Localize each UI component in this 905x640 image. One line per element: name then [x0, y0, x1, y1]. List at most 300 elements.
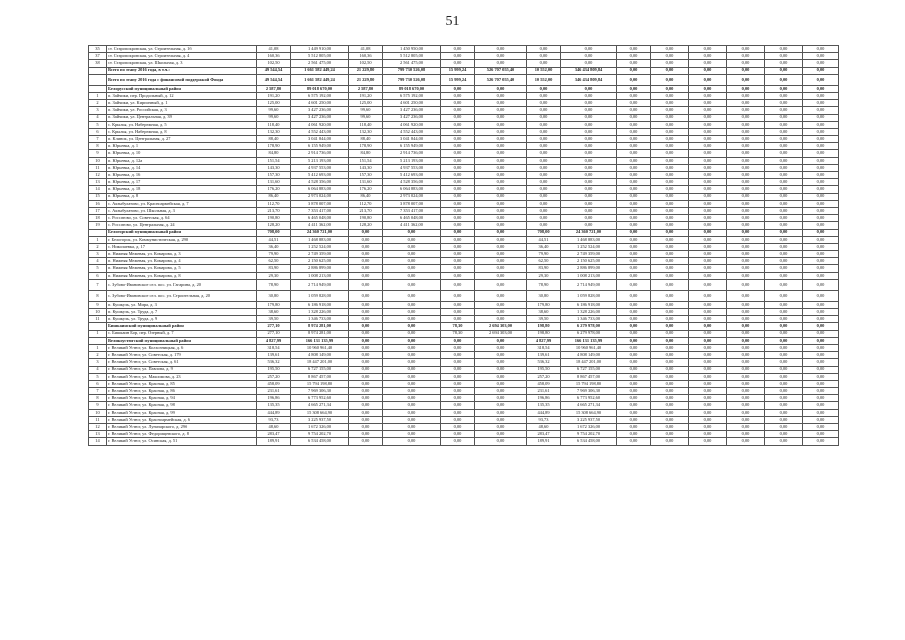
- value-cell: 0,00: [527, 164, 561, 171]
- value-cell: 0,00: [441, 279, 475, 290]
- value-cell: 0,00: [383, 409, 441, 416]
- address-cell: г. Великий Устюг, ул. Советская, д. 179: [107, 352, 257, 359]
- value-cell: 0,00: [803, 200, 839, 207]
- value-cell: 0,00: [475, 121, 527, 128]
- address-cell: Бишкаинский муниципальный район: [107, 323, 257, 330]
- row-number-cell: 16: [89, 200, 107, 207]
- value-cell: 1 468 883,00: [291, 236, 349, 243]
- value-cell: 0,00: [617, 431, 651, 438]
- value-cell: 0,00: [727, 229, 765, 236]
- table-row: [89, 236, 839, 243]
- value-cell: 0,00: [727, 424, 765, 431]
- value-cell: 0,00: [349, 258, 383, 265]
- value-cell: 0,00: [475, 373, 527, 380]
- value-cell: 0,00: [383, 395, 441, 402]
- value-cell: 189,91: [527, 438, 561, 445]
- value-cell: 3 225 937,50: [291, 416, 349, 423]
- address-cell: п. Клинок, ул. Центральная, д. 27: [107, 136, 257, 143]
- value-cell: 0,00: [803, 236, 839, 243]
- table-row: [89, 92, 839, 99]
- value-cell: 4 665 271,34: [561, 402, 617, 409]
- value-cell: 0,00: [765, 309, 803, 316]
- value-cell: 0,00: [349, 323, 383, 330]
- value-cell: 0,00: [689, 150, 727, 157]
- value-cell: 0,00: [441, 229, 475, 236]
- value-cell: 0,00: [803, 46, 839, 53]
- value-cell: 176,20: [349, 186, 383, 193]
- value-cell: 5 213 193,00: [291, 157, 349, 164]
- value-cell: 6 575 192,00: [383, 92, 441, 99]
- value-cell: 131,60: [349, 179, 383, 186]
- address-cell: п. Зайчики, пер. Продольный, д. 12: [107, 92, 257, 99]
- address-cell: г. Великий Устюг, ул. Колхозницкая, д. 6: [107, 344, 257, 351]
- value-cell: 0,00: [689, 251, 727, 258]
- value-cell: 1 661 582 449,24: [291, 74, 349, 85]
- value-cell: 0,00: [527, 200, 561, 207]
- table-row: [89, 409, 839, 416]
- value-cell: 196,86: [527, 395, 561, 402]
- value-cell: 128,20: [257, 222, 291, 229]
- address-cell: п. Юрьевка, д. 8: [107, 193, 257, 200]
- value-cell: 4 061 920,00: [291, 121, 349, 128]
- value-cell: 5 412 693,00: [291, 172, 349, 179]
- value-cell: 0,00: [617, 164, 651, 171]
- address-cell: Всего по этапу 2016 года, в т.ч.:: [107, 67, 257, 74]
- value-cell: 0,00: [689, 337, 727, 344]
- value-cell: 0,00: [765, 431, 803, 438]
- value-cell: 166 131 135,99: [561, 337, 617, 344]
- value-cell: 0,00: [765, 60, 803, 67]
- value-cell: 89 018 670,00: [291, 85, 349, 92]
- table-row: [89, 60, 839, 67]
- value-cell: 176,20: [257, 186, 291, 193]
- row-number-cell: 10: [89, 157, 107, 164]
- value-cell: 30,80: [257, 290, 291, 301]
- value-cell: 4 601 250,00: [383, 100, 441, 107]
- value-cell: 0,00: [617, 179, 651, 186]
- value-cell: 0,00: [441, 46, 475, 53]
- value-cell: 0,00: [349, 236, 383, 243]
- value-cell: 0,00: [651, 359, 689, 366]
- value-cell: 0,00: [475, 388, 527, 395]
- value-cell: 0,00: [651, 309, 689, 316]
- value-cell: 0,00: [441, 53, 475, 60]
- value-cell: 0,00: [441, 114, 475, 121]
- value-cell: 41,08: [257, 46, 291, 53]
- value-cell: 9 754 202,70: [291, 431, 349, 438]
- address-cell: п. Зайчики, ул. Центральная, д. 39: [107, 114, 257, 121]
- address-cell: п. Юрьевка, д. 18: [107, 186, 257, 193]
- value-cell: 257,20: [257, 373, 291, 380]
- value-cell: 0,00: [617, 236, 651, 243]
- table-row: [89, 395, 839, 402]
- value-cell: 0,00: [561, 179, 617, 186]
- value-cell: 0,00: [651, 107, 689, 114]
- value-cell: 0,00: [349, 380, 383, 387]
- value-cell: 0,00: [441, 215, 475, 222]
- value-cell: 0,00: [651, 92, 689, 99]
- value-cell: 179,80: [257, 301, 291, 308]
- value-cell: 0,00: [617, 323, 651, 330]
- value-cell: 166 131 135,99: [291, 337, 349, 344]
- address-cell: п. Кушкуль, ул. Труда, д. 7: [107, 309, 257, 316]
- value-cell: 0,00: [803, 402, 839, 409]
- value-cell: 0,00: [727, 100, 765, 107]
- value-cell: 0,00: [765, 67, 803, 74]
- value-cell: 131,60: [257, 179, 291, 186]
- value-cell: 0,00: [617, 100, 651, 107]
- value-cell: 118,40: [349, 121, 383, 128]
- value-cell: 0,00: [689, 193, 727, 200]
- value-cell: 0,00: [441, 366, 475, 373]
- value-cell: 195,50: [527, 366, 561, 373]
- table-row: [89, 128, 839, 135]
- value-cell: 0,00: [561, 53, 617, 60]
- value-cell: 0,00: [765, 373, 803, 380]
- value-cell: 30,80: [527, 290, 561, 301]
- table-row: [89, 366, 839, 373]
- value-cell: 2 914 736,00: [291, 150, 349, 157]
- address-cell: Великоустюгский муниципальный район: [107, 337, 257, 344]
- address-cell: с. Россатово, ул. Центральная, д. 24: [107, 222, 257, 229]
- value-cell: 83,90: [257, 265, 291, 272]
- value-cell: 0,00: [475, 380, 527, 387]
- value-cell: 0,00: [803, 164, 839, 171]
- address-cell: с. Бишкаин Бор, пер. Озерный, д. 7: [107, 330, 257, 337]
- row-number-cell: 1: [89, 236, 107, 243]
- value-cell: 0,00: [617, 207, 651, 214]
- value-cell: 83,90: [527, 265, 561, 272]
- value-cell: 0,00: [441, 388, 475, 395]
- value-cell: 0,00: [689, 431, 727, 438]
- value-cell: 143,30: [257, 164, 291, 171]
- value-cell: 0,00: [441, 222, 475, 229]
- value-cell: 318,54: [527, 344, 561, 351]
- value-cell: 0,00: [349, 229, 383, 236]
- address-cell: п. Юрьевка, д. 12а: [107, 157, 257, 164]
- value-cell: 0,00: [803, 207, 839, 214]
- value-cell: 0,00: [475, 344, 527, 351]
- value-cell: 0,00: [727, 53, 765, 60]
- value-cell: 190,80: [257, 215, 291, 222]
- value-cell: 0,00: [803, 359, 839, 366]
- value-cell: 0,00: [617, 85, 651, 92]
- value-cell: 1 661 582 449,24: [291, 67, 349, 74]
- value-cell: 0,00: [651, 186, 689, 193]
- value-cell: 0,00: [527, 222, 561, 229]
- value-cell: 0,00: [617, 172, 651, 179]
- value-cell: 0,00: [527, 143, 561, 150]
- value-cell: 0,00: [527, 46, 561, 53]
- value-cell: 0,00: [441, 157, 475, 164]
- value-cell: 0,00: [349, 431, 383, 438]
- row-number-cell: 19: [89, 222, 107, 229]
- value-cell: 0,00: [689, 236, 727, 243]
- value-cell: 0,00: [727, 200, 765, 207]
- table-row: [89, 316, 839, 323]
- value-cell: 0,00: [475, 309, 527, 316]
- value-cell: 0,00: [765, 402, 803, 409]
- value-cell: 179,80: [527, 301, 561, 308]
- value-cell: 0,00: [475, 92, 527, 99]
- value-cell: 0,00: [803, 380, 839, 387]
- value-cell: 0,00: [617, 265, 651, 272]
- value-cell: 24 360 721,00: [291, 229, 349, 236]
- table-row: [89, 179, 839, 186]
- value-cell: 0,00: [765, 290, 803, 301]
- value-cell: 0,00: [727, 272, 765, 279]
- value-cell: 0,00: [727, 150, 765, 157]
- value-cell: 0,00: [689, 143, 727, 150]
- value-cell: 0,00: [651, 344, 689, 351]
- value-cell: 0,00: [765, 330, 803, 337]
- value-cell: 49 544,54: [257, 67, 291, 74]
- value-cell: 0,00: [561, 121, 617, 128]
- value-cell: 0,00: [727, 251, 765, 258]
- value-cell: 0,00: [803, 193, 839, 200]
- table-row: [89, 121, 839, 128]
- address-cell: г. Великий Устюг, ул. Красная, д. 94: [107, 395, 257, 402]
- table-row: [89, 172, 839, 179]
- value-cell: 0,00: [349, 416, 383, 423]
- address-cell: Белорусский муниципальный район: [107, 85, 257, 92]
- value-cell: 277,10: [257, 323, 291, 330]
- value-cell: 0,00: [561, 193, 617, 200]
- value-cell: 0,00: [765, 200, 803, 207]
- value-cell: 0,00: [689, 157, 727, 164]
- row-number-cell: 11: [89, 416, 107, 423]
- value-cell: 0,00: [349, 359, 383, 366]
- value-cell: 198,80: [527, 323, 561, 330]
- value-cell: 0,00: [651, 53, 689, 60]
- table-row: [89, 431, 839, 438]
- value-cell: 0,00: [349, 337, 383, 344]
- value-cell: 191,20: [257, 92, 291, 99]
- value-cell: 0,00: [765, 388, 803, 395]
- value-cell: 0,00: [527, 60, 561, 67]
- row-number-cell: [89, 337, 107, 344]
- value-cell: 2 973 024,00: [291, 193, 349, 200]
- value-cell: 139,61: [527, 352, 561, 359]
- value-cell: 0,00: [651, 290, 689, 301]
- value-cell: 0,00: [475, 359, 527, 366]
- value-cell: 0,00: [689, 92, 727, 99]
- value-cell: 0,00: [475, 172, 527, 179]
- value-cell: 157,30: [349, 172, 383, 179]
- value-cell: 0,00: [689, 416, 727, 423]
- value-cell: 78,30: [441, 323, 475, 330]
- value-cell: 132,30: [257, 128, 291, 135]
- value-cell: 0,00: [727, 309, 765, 316]
- value-cell: 0,00: [727, 290, 765, 301]
- value-cell: 0,00: [441, 107, 475, 114]
- value-cell: 0,00: [651, 193, 689, 200]
- value-cell: 0,00: [527, 107, 561, 114]
- value-cell: 0,00: [349, 330, 383, 337]
- value-cell: 0,00: [765, 323, 803, 330]
- value-cell: 0,00: [561, 157, 617, 164]
- address-cell: п. Кушкуль, ул. Труда, д. 9: [107, 316, 257, 323]
- address-cell: п. Юрьевка, д. 10: [107, 150, 257, 157]
- value-cell: 0,00: [689, 229, 727, 236]
- value-cell: 0,00: [689, 359, 727, 366]
- value-cell: 88,40: [257, 136, 291, 143]
- value-cell: 0,00: [527, 92, 561, 99]
- value-cell: 0,00: [475, 60, 527, 67]
- value-cell: 21 229,80: [349, 67, 383, 74]
- value-cell: 6 064 883,00: [291, 186, 349, 193]
- value-cell: 0,00: [651, 143, 689, 150]
- value-cell: 0,00: [617, 309, 651, 316]
- value-cell: 0,00: [441, 431, 475, 438]
- row-number-cell: 1: [89, 344, 107, 351]
- row-number-cell: 2: [89, 100, 107, 107]
- value-cell: 0,00: [689, 215, 727, 222]
- value-cell: 0,00: [689, 136, 727, 143]
- value-cell: 0,00: [475, 431, 527, 438]
- value-cell: 15 308 664,90: [291, 409, 349, 416]
- value-cell: 0,00: [651, 373, 689, 380]
- address-cell: г. Великий Устюг, ул. Красная, д. 85: [107, 380, 257, 387]
- value-cell: 0,00: [475, 186, 527, 193]
- value-cell: 1 059 828,00: [291, 290, 349, 301]
- value-cell: 160,36: [257, 53, 291, 60]
- value-cell: 0,00: [527, 85, 561, 92]
- value-cell: 0,00: [383, 290, 441, 301]
- value-cell: 0,00: [803, 67, 839, 74]
- value-cell: 0,00: [727, 316, 765, 323]
- value-cell: 0,00: [441, 258, 475, 265]
- value-cell: 2 714 949,00: [561, 279, 617, 290]
- value-cell: 0,00: [651, 85, 689, 92]
- value-cell: 0,00: [349, 395, 383, 402]
- value-cell: 0,00: [617, 157, 651, 164]
- value-cell: 48,60: [527, 424, 561, 431]
- value-cell: 0,00: [617, 74, 651, 85]
- value-cell: 0,00: [689, 74, 727, 85]
- row-number-cell: 15: [89, 193, 107, 200]
- value-cell: 799 730 526,08: [383, 67, 441, 74]
- value-cell: 0,00: [475, 279, 527, 290]
- value-cell: 0,00: [561, 107, 617, 114]
- value-cell: 0,00: [617, 60, 651, 67]
- value-cell: 0,00: [441, 85, 475, 92]
- value-cell: 0,00: [561, 136, 617, 143]
- value-cell: 0,00: [803, 150, 839, 157]
- value-cell: 15 999,24: [441, 67, 475, 74]
- value-cell: 257,20: [527, 373, 561, 380]
- value-cell: 0,00: [689, 114, 727, 121]
- value-cell: 160,36: [349, 53, 383, 60]
- value-cell: 0,00: [765, 424, 803, 431]
- value-cell: 0,00: [727, 74, 765, 85]
- value-cell: 0,00: [527, 186, 561, 193]
- value-cell: 0,00: [727, 352, 765, 359]
- value-cell: 1 672 326,00: [561, 424, 617, 431]
- value-cell: 0,00: [617, 136, 651, 143]
- value-cell: 6 279 978,00: [561, 323, 617, 330]
- value-cell: 0,00: [689, 373, 727, 380]
- value-cell: 1 346 733,00: [291, 316, 349, 323]
- value-cell: 231,61: [527, 388, 561, 395]
- value-cell: 0,00: [383, 258, 441, 265]
- value-cell: 0,00: [651, 215, 689, 222]
- value-cell: 0,00: [441, 186, 475, 193]
- value-cell: 0,00: [561, 200, 617, 207]
- value-cell: 88,40: [349, 136, 383, 143]
- address-cell: п. Юрьевка, д. 1: [107, 143, 257, 150]
- value-cell: 0,00: [727, 402, 765, 409]
- value-cell: 0,00: [727, 85, 765, 92]
- value-cell: 0,00: [441, 207, 475, 214]
- value-cell: 0,00: [803, 438, 839, 445]
- address-cell: п. Нижняя Межевая, ул. Комарова, д. 3: [107, 251, 257, 258]
- value-cell: 0,00: [441, 236, 475, 243]
- value-cell: 0,00: [765, 265, 803, 272]
- value-cell: 0,00: [765, 143, 803, 150]
- value-cell: 0,00: [475, 215, 527, 222]
- value-cell: 0,00: [727, 380, 765, 387]
- value-cell: 0,00: [765, 258, 803, 265]
- value-cell: 0,00: [475, 136, 527, 143]
- value-cell: 1 468 883,00: [561, 236, 617, 243]
- value-cell: 0,00: [651, 74, 689, 85]
- value-cell: 458,09: [527, 380, 561, 387]
- value-cell: 0,00: [617, 128, 651, 135]
- value-cell: 0,00: [475, 424, 527, 431]
- table-row: [89, 114, 839, 121]
- table-row: [89, 352, 839, 359]
- value-cell: 0,00: [803, 179, 839, 186]
- address-cell: ст. Старопокровская, ул. Строительная, д. 1б: [107, 46, 257, 53]
- value-cell: 0,00: [617, 388, 651, 395]
- value-cell: 38,60: [257, 309, 291, 316]
- value-cell: 0,00: [527, 172, 561, 179]
- row-number-cell: 1: [89, 92, 107, 99]
- value-cell: 9 754 202,70: [561, 431, 617, 438]
- value-cell: 0,00: [475, 272, 527, 279]
- value-cell: 213,70: [257, 207, 291, 214]
- value-cell: 0,00: [765, 352, 803, 359]
- value-cell: 0,00: [617, 92, 651, 99]
- value-cell: 0,00: [441, 359, 475, 366]
- value-cell: 0,00: [441, 200, 475, 207]
- value-cell: 6 534 458,00: [561, 438, 617, 445]
- address-cell: Белогорский муниципальный район: [107, 229, 257, 236]
- table-row: [89, 416, 839, 423]
- value-cell: 0,00: [651, 236, 689, 243]
- value-cell: 3 427 236,00: [383, 107, 441, 114]
- value-cell: 36,40: [257, 243, 291, 250]
- value-cell: 0,00: [617, 290, 651, 301]
- value-cell: 0,00: [689, 344, 727, 351]
- row-number-cell: 35: [89, 46, 107, 53]
- value-cell: 0,00: [651, 150, 689, 157]
- address-cell: г. Великий Устюг, ул. Федорищевского, д. 8: [107, 431, 257, 438]
- value-cell: 0,00: [727, 416, 765, 423]
- value-cell: 0,00: [803, 107, 839, 114]
- value-cell: 0,00: [651, 424, 689, 431]
- value-cell: 0,00: [383, 359, 441, 366]
- row-number-cell: 14: [89, 186, 107, 193]
- value-cell: 0,00: [651, 395, 689, 402]
- row-number-cell: [89, 74, 107, 85]
- value-cell: 0,00: [617, 107, 651, 114]
- value-cell: 283,47: [257, 431, 291, 438]
- value-cell: 99,60: [257, 107, 291, 114]
- value-cell: 0,00: [651, 402, 689, 409]
- value-cell: 0,00: [617, 150, 651, 157]
